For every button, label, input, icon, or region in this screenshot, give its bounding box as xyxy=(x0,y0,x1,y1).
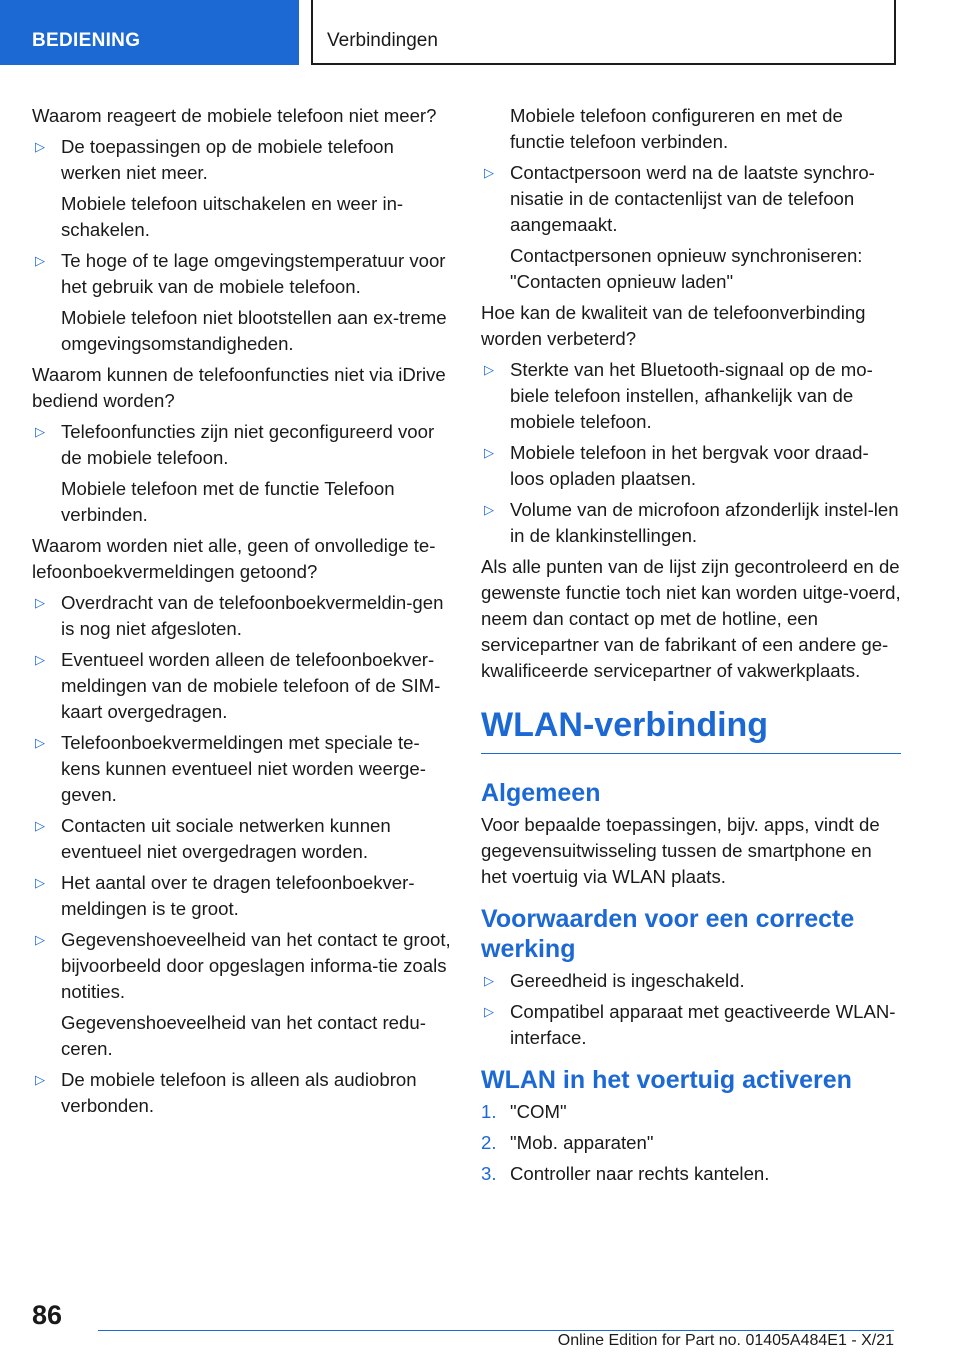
list-item xyxy=(32,590,452,642)
list-item-text: Te hoge of te lage omgevingstemperatuur voor het gebruik van de mobiele telefoon. xyxy=(61,250,446,297)
bullet-triangle-icon: ▷ xyxy=(484,1004,494,1019)
header-chapter-label: Verbindingen xyxy=(327,30,438,51)
list-item-detail: Gegevenshoeveelheid van het contact redu-ceren. xyxy=(61,1012,426,1059)
bullet-triangle-icon: ▷ xyxy=(484,445,494,460)
header-section-tab xyxy=(0,0,299,65)
step-number: 1. xyxy=(481,1101,497,1122)
list-item-detail: Contactpersonen opnieuw synchroniseren: "Contacten opnieuw laden" xyxy=(510,245,863,292)
step-text: "Mob. apparaten" xyxy=(510,1132,654,1153)
list-item xyxy=(32,647,452,725)
bullet-triangle-icon: ▷ xyxy=(484,362,494,377)
list-item-text: Overdracht van de telefoonboekvermeldin-gen is nog niet afgesloten. xyxy=(61,592,444,639)
right-column xyxy=(481,103,901,1192)
paragraph: Waarom kunnen de telefoonfuncties niet via iDrive bediend worden? xyxy=(32,364,446,411)
paragraph: Hoe kan de kwaliteit van de telefoonverbinding worden verbeterd? xyxy=(481,302,866,349)
list-item-detail: Mobiele telefoon configureren en met de functie telefoon verbinden. xyxy=(510,105,843,152)
list-item-text: Het aantal over te dragen telefoonboekver-meldingen is te groot. xyxy=(61,872,415,919)
bullet-triangle-icon: ▷ xyxy=(484,973,494,988)
bullet-triangle-icon: ▷ xyxy=(35,595,45,610)
paragraph: Voor bepaalde toepassingen, bijv. apps, vindt de gegevensuitwisseling tussen de smartphone en het voertuig via WLAN plaats. xyxy=(481,814,880,887)
list-item xyxy=(32,813,452,865)
list-item xyxy=(481,497,901,549)
list-item-text: Telefoonfuncties zijn niet geconfigureerd voor de mobiele telefoon. xyxy=(61,421,435,468)
list-item xyxy=(32,927,452,1005)
subsection-heading: WLAN in het voertuig activeren xyxy=(481,1066,852,1094)
bullet-triangle-icon: ▷ xyxy=(35,1072,45,1087)
footer-edition: Online Edition for Part no. 01405A484E1 - X/21 xyxy=(557,1332,894,1349)
list-item xyxy=(481,160,901,238)
list-item xyxy=(481,440,901,492)
list-item-text: Sterkte van het Bluetooth-signaal op de mo-biele telefoon instellen, afhankelijk van de mobiele telefoon. xyxy=(510,359,873,432)
step-text: "COM" xyxy=(510,1101,567,1122)
bullet-triangle-icon: ▷ xyxy=(484,165,494,180)
list-item xyxy=(32,730,452,808)
step-text: Controller naar rechts kantelen. xyxy=(510,1163,770,1184)
bullet-triangle-icon: ▷ xyxy=(35,818,45,833)
bullet-triangle-icon: ▷ xyxy=(35,139,45,154)
list-item xyxy=(481,357,901,435)
list-item xyxy=(32,248,452,300)
list-item-text: Volume van de microfoon afzonderlijk instel-len in de klankinstellingen. xyxy=(510,499,899,546)
header-chapter-box xyxy=(311,0,896,65)
list-item-text: Contactpersoon werd na de laatste synchro-nisatie in de contactenlijst van de telefoon aangemaakt. xyxy=(510,162,875,235)
paragraph: Waarom worden niet alle, geen of onvolledige te-lefoonboekvermeldingen getoond? xyxy=(32,535,436,582)
list-item xyxy=(32,870,452,922)
list-item xyxy=(481,968,901,994)
step-number: 2. xyxy=(481,1132,497,1153)
bullet-triangle-icon: ▷ xyxy=(35,253,45,268)
step-item xyxy=(481,1130,901,1156)
section-heading: WLAN-verbinding xyxy=(481,705,901,754)
list-item xyxy=(32,1067,452,1119)
footer-divider xyxy=(98,1330,894,1331)
list-item-text: Eventueel worden alleen de telefoonboekver-meldingen van de mobiele telefoon of de SIM-kaart overgedragen. xyxy=(61,649,441,722)
subsection-heading: Algemeen xyxy=(481,779,601,807)
header-section-label: BEDIENING xyxy=(32,30,141,51)
list-item-text: De mobiele telefoon is alleen als audiobron verbonden. xyxy=(61,1069,417,1116)
paragraph: Als alle punten van de lijst zijn gecontroleerd en de gewenste functie toch niet kan worden uitge-voerd, neem dan contact op met de hotline, een servicepartner van de fabrikant of een andere ge-kwalificeerde servicepartner of vakwerkplaats. xyxy=(481,556,901,681)
bullet-triangle-icon: ▷ xyxy=(35,424,45,439)
list-item-detail: Mobiele telefoon met de functie Telefoon verbinden. xyxy=(61,478,395,525)
list-item-text: Telefoonboekvermeldingen met speciale te-kens kunnen eventueel niet worden weerge-geven. xyxy=(61,732,426,805)
step-item xyxy=(481,1099,901,1125)
list-item-text: Compatibel apparaat met geactiveerde WLAN-interface. xyxy=(510,1001,896,1048)
list-item xyxy=(32,419,452,471)
list-item xyxy=(481,999,901,1051)
bullet-triangle-icon: ▷ xyxy=(35,735,45,750)
list-item-detail: Mobiele telefoon niet blootstellen aan ex-treme omgevingsomstandigheden. xyxy=(61,307,447,354)
left-column xyxy=(32,103,452,1124)
list-item-text: Gegevenshoeveelheid van het contact te groot, bijvoorbeeld door opgeslagen informa-tie zoals notities. xyxy=(61,929,451,1002)
bullet-triangle-icon: ▷ xyxy=(35,652,45,667)
bullet-triangle-icon: ▷ xyxy=(35,875,45,890)
list-item-text: De toepassingen op de mobiele telefoon werken niet meer. xyxy=(61,136,394,183)
bullet-triangle-icon: ▷ xyxy=(484,502,494,517)
bullet-triangle-icon: ▷ xyxy=(35,932,45,947)
list-item-detail: Mobiele telefoon uitschakelen en weer in-schakelen. xyxy=(61,193,404,240)
list-item-text: Mobiele telefoon in het bergvak voor draad-loos opladen plaatsen. xyxy=(510,442,869,489)
paragraph: Waarom reageert de mobiele telefoon niet meer? xyxy=(32,105,437,126)
list-item-text: Contacten uit sociale netwerken kunnen eventueel niet overgedragen worden. xyxy=(61,815,391,862)
step-item xyxy=(481,1161,901,1187)
step-number: 3. xyxy=(481,1163,497,1184)
list-item-text: Gereedheid is ingeschakeld. xyxy=(510,970,745,991)
page-number: 86 xyxy=(32,1300,63,1330)
subsection-heading: Voorwaarden voor een correcte werking xyxy=(481,905,855,963)
list-item xyxy=(32,134,452,186)
